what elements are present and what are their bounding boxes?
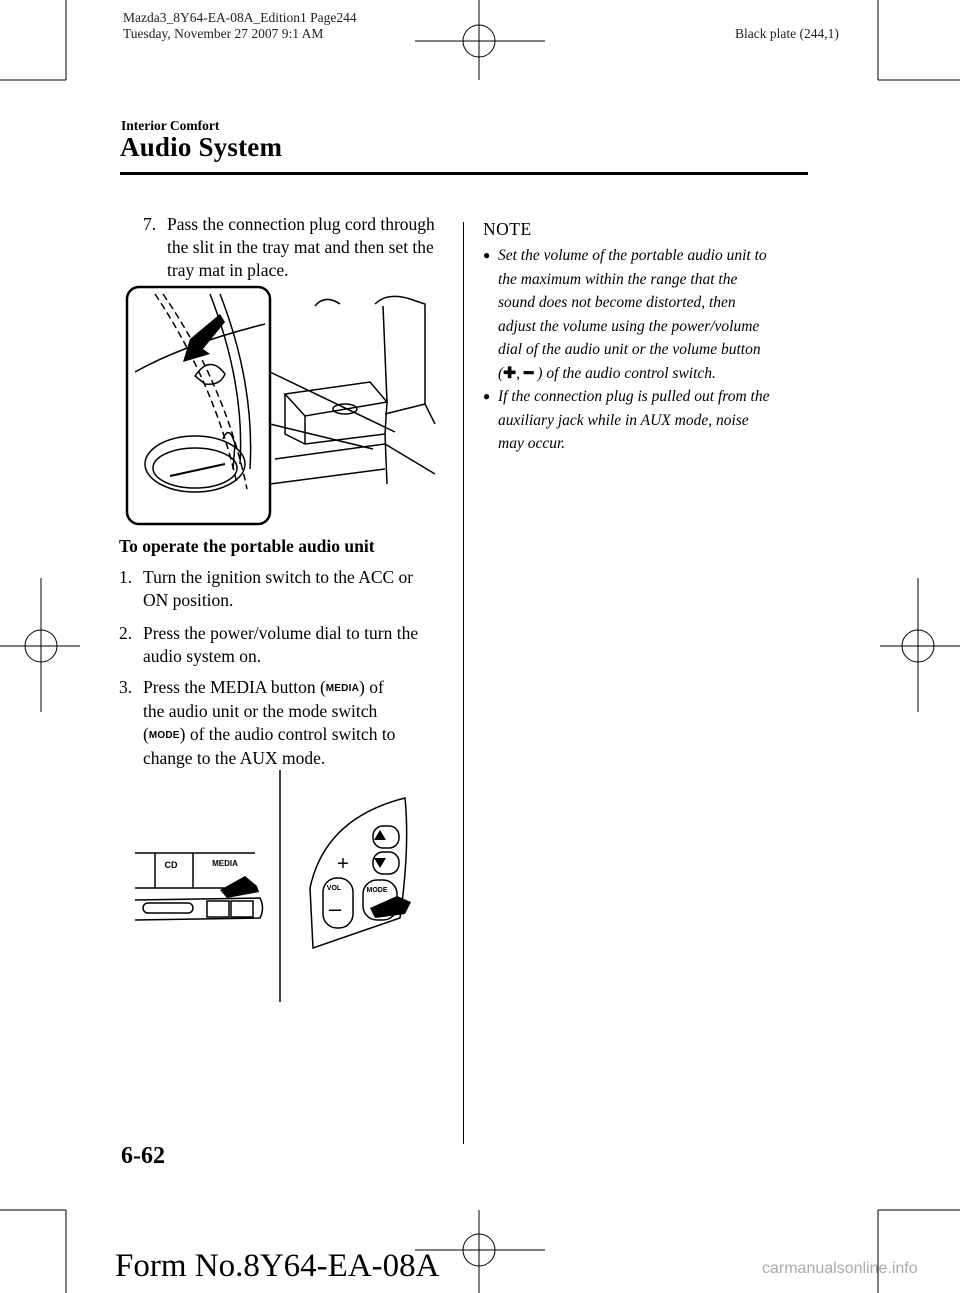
step-text (143, 622, 418, 668)
note-line: If the connection plug is pulled out from the (498, 388, 770, 405)
step-line: change to the AUX mode. (143, 748, 326, 768)
cd-button-label: CD (164, 860, 178, 870)
note-line: adjust the volume using the power/volume (498, 317, 760, 335)
form-number: Form No.8Y64-EA-08A (115, 1248, 440, 1284)
page-title: Audio System (120, 132, 283, 162)
step-number: 1. (119, 567, 133, 587)
note-line: dial of the audio unit or the volume button (498, 341, 761, 358)
step-line: audio system on. (143, 646, 262, 666)
media-button-label: MEDIA (212, 859, 238, 868)
pointing-hand-icon (370, 896, 411, 918)
note-line (498, 362, 767, 386)
subheading: To operate the portable audio unit (119, 536, 375, 556)
note-item (483, 385, 813, 457)
note-text (498, 244, 767, 385)
step-text-fragment: Press the MEDIA button ( (143, 677, 326, 697)
note-text (498, 385, 770, 456)
note-text-fragment: ) of the audio control switch. (537, 364, 716, 382)
mode-switch-icon: MODE (148, 730, 180, 741)
step-7 (143, 213, 463, 288)
step-3 (119, 676, 459, 771)
note-line: sound does not become distorted, then (498, 294, 736, 311)
volume-up-icon: ✚ (503, 364, 517, 382)
step-text-fragment: ) of (359, 677, 384, 697)
step-line: the audio unit or the mode switch (143, 701, 378, 721)
step-2 (119, 622, 459, 670)
up-arrow-icon (374, 830, 386, 840)
note-line: auxiliary jack while in AUX mode, noise (498, 411, 749, 429)
note-text-fragment: ( (498, 364, 504, 382)
note-line: the maximum within the range that the (498, 270, 738, 288)
step-line (143, 676, 395, 700)
step-text (143, 676, 395, 770)
step-text-fragment: ( (143, 724, 149, 744)
step-line: Turn the ignition switch to the ACC or (143, 567, 414, 587)
note-text-fragment: , (516, 364, 521, 382)
down-arrow-icon (374, 858, 386, 868)
pointing-hand-icon (220, 876, 259, 898)
step-line: Press the power/volume dial to turn the (143, 623, 419, 643)
title-rule (120, 172, 808, 175)
step-number: 2. (119, 623, 133, 643)
plus-icon: + (337, 853, 349, 875)
column-divider (463, 222, 464, 1144)
step-number: 7. (143, 214, 157, 234)
print-info-file: Mazda3_8Y64-EA-08A_Edition1 Page244 (123, 10, 357, 25)
mode-label: MODE (366, 887, 388, 894)
step-text (167, 213, 435, 282)
media-button-icon: MEDIA (325, 683, 360, 694)
step-line: tray mat in place. (167, 260, 289, 280)
console-tray-figure (125, 284, 437, 528)
page-number: 6-62 (121, 1143, 165, 1169)
note-line: Set the volume of the portable audio unit to (498, 247, 767, 264)
vol-label: VOL (326, 885, 342, 892)
plate-label: Black plate (244,1) (735, 26, 839, 41)
section-label: Interior Comfort (121, 118, 220, 133)
note-heading: NOTE (483, 219, 532, 239)
step-1 (119, 566, 459, 614)
step-number: 3. (119, 677, 133, 697)
note-line: may occur. (498, 435, 566, 452)
bullet-icon: ● (483, 389, 491, 403)
step-line: Pass the connection plug cord through (167, 214, 435, 234)
step-line: the slit in the tray mat and then set the (167, 237, 434, 257)
step-line: ON position. (143, 590, 234, 610)
print-info-date: Tuesday, November 27 2007 9:1 AM (123, 26, 324, 41)
step-text-fragment: ) of the audio control switch to (179, 724, 396, 744)
bullet-icon: ● (483, 248, 491, 262)
volume-down-icon: ━ (524, 364, 534, 382)
note-item (483, 244, 813, 382)
step-line (143, 723, 395, 747)
print-info (123, 10, 357, 42)
watermark: carmanualsonline.info (762, 1260, 918, 1277)
minus-icon: – (328, 896, 342, 921)
mode-switch-figure (135, 768, 435, 1004)
step-text (143, 566, 413, 612)
